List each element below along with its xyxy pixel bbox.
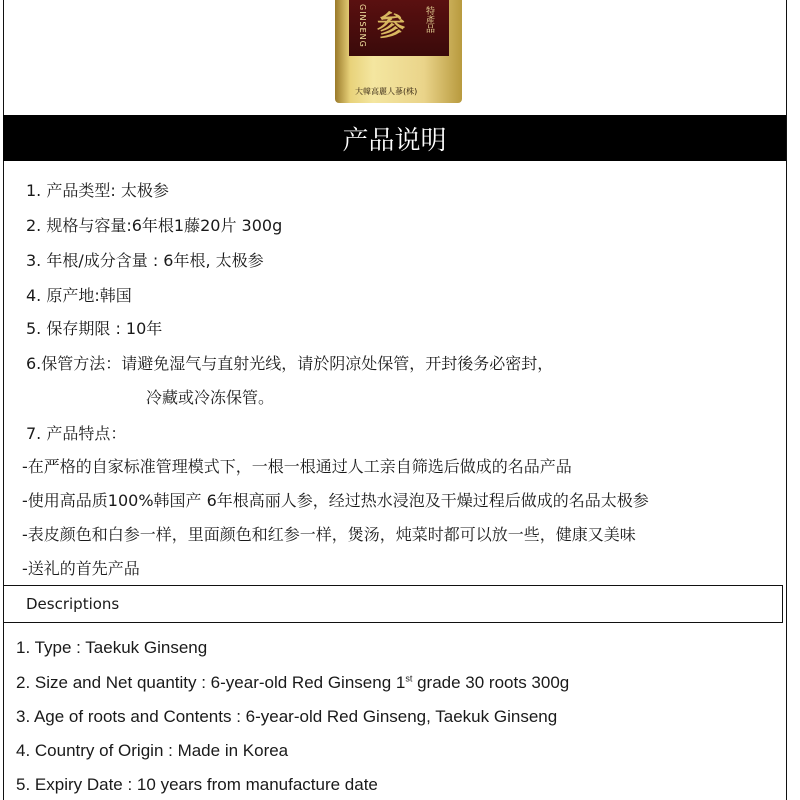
cn-item-origin: 4. 原产地:韩国 xyxy=(26,286,132,305)
section-title-bar xyxy=(3,115,786,161)
en-item-origin: 4. Country of Origin : Made in Korea xyxy=(16,741,289,760)
en-item-size xyxy=(16,673,569,693)
en-item-size-prefix: 2. Size and Net quantity : 6-year-old Red Ginseng 1 xyxy=(16,673,406,692)
cn-feature-1: -在严格的自家标准管理模式下，一根一根通过人工亲自筛选后做成的名品产品 xyxy=(22,457,572,476)
cn-item-age: 3. 年根/成分含量 : 6年根, 太极参 xyxy=(26,251,264,270)
en-item-size-sup: st xyxy=(405,673,413,684)
product-vertical-label: GINSENG xyxy=(358,4,367,48)
cn-feature-2: -使用高品质100%韩国产 6年根高丽人参，经过热水浸泡及干燥过程后做成的名品太极参 xyxy=(22,491,649,510)
product-tag: 特產品 xyxy=(424,6,434,33)
section-title: 产品说明 xyxy=(342,125,447,156)
en-item-type: 1. Type : Taekuk Ginseng xyxy=(16,638,208,657)
cn-item-size: 2. 规格与容量:6年根1藤20片 300g xyxy=(26,216,283,235)
descriptions-header xyxy=(3,585,783,623)
product-maker: 大韓高麗人蔘(株) xyxy=(355,87,418,96)
product-image xyxy=(335,0,462,103)
descriptions-label: Descriptions xyxy=(26,595,120,613)
cn-item-type: 1. 产品类型: 太极参 xyxy=(26,181,169,200)
cn-item-expiry: 5. 保存期限 : 10年 xyxy=(26,319,163,338)
product-big-char: 参 xyxy=(377,9,406,42)
en-item-size-suffix: grade 30 roots 300g xyxy=(412,673,570,692)
en-item-age: 3. Age of roots and Contents : 6-year-old Red Ginseng, Taekuk Ginseng xyxy=(16,707,558,726)
cn-feature-4: -送礼的首先产品 xyxy=(22,559,140,578)
cn-item-storage: 6.保管方法：请避免湿气与直射光线，请於阴凉处保管，开封後务必密封， xyxy=(26,354,554,373)
cn-feature-3: -表皮颜色和白参一样，里面颜色和红参一样，煲汤，炖菜时都可以放一些，健康又美味 xyxy=(22,525,636,544)
en-item-expiry: 5. Expiry Date : 10 years from manufacture date xyxy=(16,775,378,794)
cn-item-storage-cont: 冷藏或冷冻保管。 xyxy=(146,388,275,407)
cn-item-features: 7. 产品特点： xyxy=(26,424,127,443)
